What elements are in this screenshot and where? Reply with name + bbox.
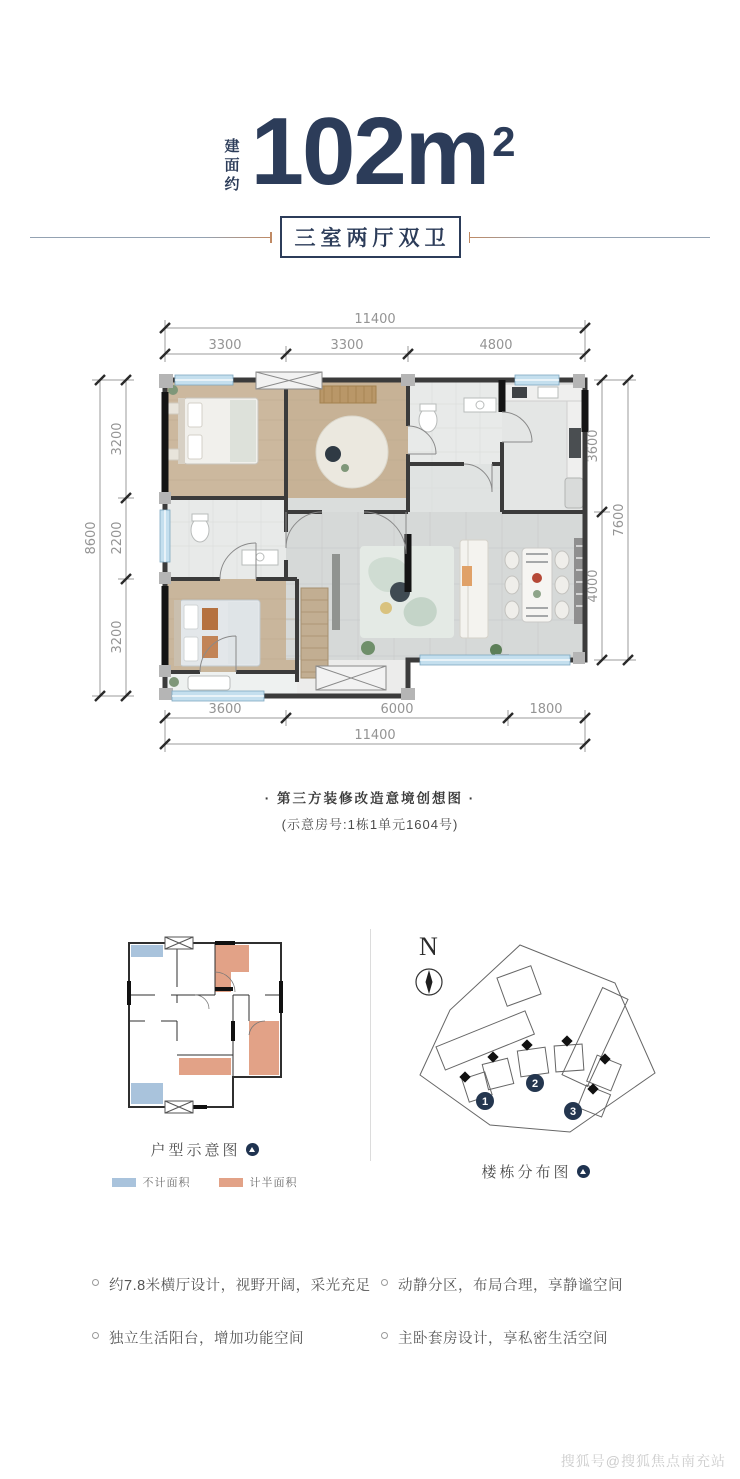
unit-diagram-label bbox=[150, 1139, 258, 1160]
dim-left-seg3: 3200 bbox=[110, 620, 125, 654]
bullet-icon bbox=[381, 1279, 388, 1286]
dim-top-seg3: 4800 bbox=[479, 338, 513, 353]
badge-3: 3 bbox=[569, 1106, 576, 1118]
unit-diagram-label-text: 户型示意图 bbox=[150, 1142, 241, 1159]
badge-2: 2 bbox=[531, 1078, 538, 1090]
feature-text: 独立生活阳台，增加功能空间 bbox=[109, 1331, 304, 1347]
area-prefix bbox=[225, 138, 241, 194]
badge-1: 1 bbox=[481, 1096, 488, 1108]
dim-top-seg2: 3300 bbox=[330, 338, 364, 353]
building-diagram-column bbox=[371, 925, 701, 1182]
dim-left-seg1: 3200 bbox=[110, 422, 125, 456]
feature-item bbox=[381, 1327, 670, 1348]
north-triangle-icon bbox=[249, 1147, 255, 1152]
dim-right-total: 7600 bbox=[612, 503, 627, 537]
feature-item bbox=[92, 1274, 381, 1295]
site-boundary bbox=[420, 945, 655, 1132]
building-diagram-label bbox=[481, 1161, 589, 1182]
legend-label: 不计面积 bbox=[142, 1177, 191, 1189]
legend-swatch-orange bbox=[219, 1178, 243, 1187]
dim-top-total: 11400 bbox=[354, 312, 396, 327]
bullet-icon bbox=[381, 1332, 388, 1339]
caption-title: · 第三方装修改造意境创想图 · bbox=[264, 791, 476, 806]
dim-bottom-total: 11400 bbox=[354, 728, 396, 743]
dim-top-seg1: 3300 bbox=[208, 338, 242, 353]
north-letter: N bbox=[418, 932, 438, 961]
feature-list bbox=[0, 1274, 740, 1348]
divider-tick bbox=[469, 232, 471, 243]
divider-tick bbox=[270, 232, 272, 243]
area-number: 102m bbox=[250, 98, 489, 205]
page-title bbox=[250, 98, 516, 205]
divider-line-right bbox=[469, 237, 711, 238]
feature-item bbox=[381, 1274, 670, 1295]
area-exponent: 2 bbox=[492, 118, 516, 165]
subtitle-row bbox=[0, 216, 740, 258]
caption-note: (示意房号:1栋1单元1604号) bbox=[281, 817, 459, 832]
legend bbox=[112, 1174, 298, 1190]
dim-right-seg1: 3600 bbox=[586, 429, 601, 463]
dim-left-total: 8600 bbox=[84, 521, 99, 555]
legend-swatch-blue bbox=[112, 1178, 136, 1187]
north-triangle-icon bbox=[580, 1169, 586, 1174]
building-diagram-label-text: 楼栋分布图 bbox=[481, 1164, 572, 1181]
bullet-icon bbox=[92, 1332, 99, 1339]
watermark: 搜狐号@搜狐焦点南充站 bbox=[560, 1453, 726, 1469]
layout-subtitle: 三室两厅双卫 bbox=[280, 216, 461, 258]
unit-diagram-column bbox=[40, 925, 370, 1190]
unit-schematic bbox=[115, 925, 295, 1125]
area-prefix-char: 建 bbox=[224, 138, 241, 155]
divider-line-left bbox=[30, 237, 272, 238]
diagrams-row bbox=[0, 925, 740, 1190]
header bbox=[0, 98, 740, 205]
dim-left-seg2: 2200 bbox=[110, 521, 125, 555]
legend-label: 计半面积 bbox=[249, 1177, 298, 1189]
compass-mini-icon bbox=[246, 1143, 259, 1156]
area-prefix-char: 约 bbox=[224, 175, 241, 193]
dim-bottom-seg1: 3600 bbox=[208, 702, 242, 717]
feature-text: 约7.8米横厅设计，视野开阔，采光充足 bbox=[109, 1278, 371, 1294]
plan-caption bbox=[0, 787, 740, 833]
area-prefix-char: 面 bbox=[224, 156, 241, 174]
dim-bottom-seg3: 1800 bbox=[529, 702, 563, 717]
feature-text: 动静分区，布局合理，享静谧空间 bbox=[398, 1278, 623, 1294]
legend-item-half bbox=[219, 1174, 298, 1190]
floor-plan bbox=[60, 302, 680, 767]
floor-plan-section bbox=[0, 302, 740, 833]
bullet-icon bbox=[92, 1279, 99, 1286]
legend-item-excluded bbox=[112, 1174, 191, 1190]
dim-right-seg2: 4000 bbox=[586, 569, 601, 603]
dim-bottom-seg2: 6000 bbox=[380, 702, 414, 717]
feature-item bbox=[92, 1327, 381, 1348]
compass-mini-icon bbox=[577, 1165, 590, 1178]
feature-text: 主卧套房设计，享私密生活空间 bbox=[398, 1331, 608, 1347]
building-map bbox=[405, 925, 667, 1147]
